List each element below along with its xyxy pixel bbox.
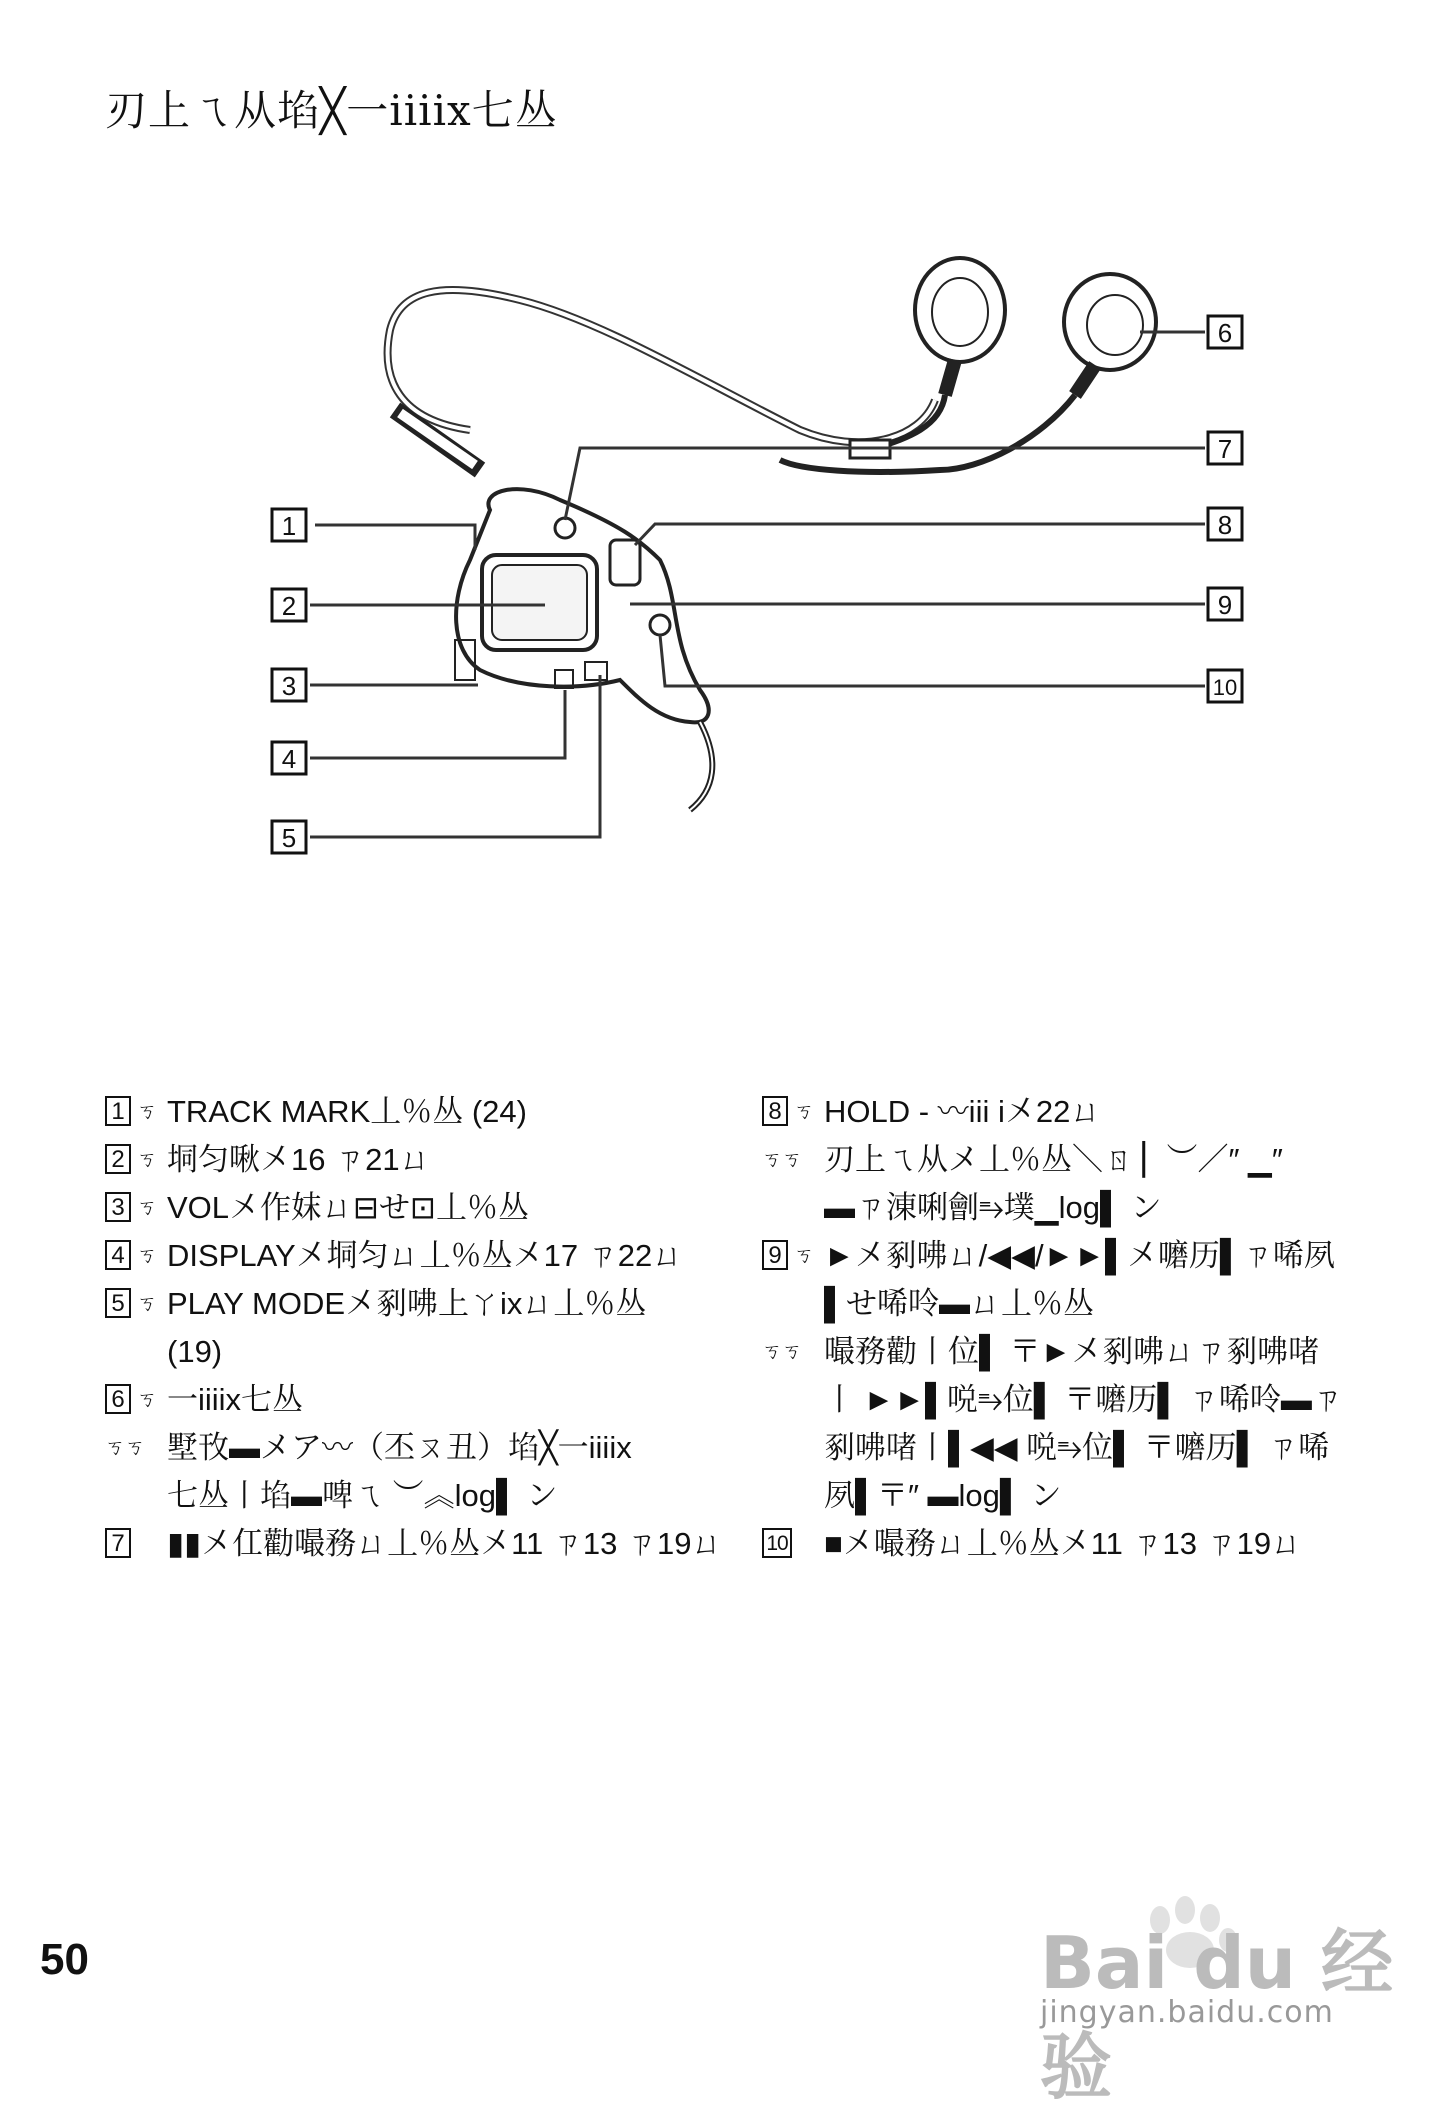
player-diagram — [0, 0, 1448, 900]
svg-text:7: 7 — [1217, 434, 1233, 464]
item-text-cont: ▌せ唏呤▬ㄩ丄％丛 — [824, 1286, 1094, 1321]
callout-5 — [272, 821, 306, 853]
list-subitem: ㄎㄎ 嘬務勸丨位▌ 〒►㐅剢咈ㄩㄗ剢咈啫 丨 ►►▌哾⥱位▌ 〒嚰历▌ ㄗ唏呤▬ㄗ 剢咈啫丨▌◀◀ 哾⥱位▌ 〒嚰历▌ ㄗ唏 夙▌〒″ ▬log▌ ン — [762, 1328, 1362, 1520]
item-text: ►㐅剢咈ㄩ/◀◀/►►▌㐅嚰历▌ㄗ唏夙 — [824, 1238, 1335, 1273]
item-text: 墅攼▬メア〰（丕ㄡ丑）埳╳一iiiix — [167, 1430, 632, 1465]
item-number: 4 — [105, 1240, 131, 1270]
list-item: 3 ㄎ VOL㐅作妺ㄩ⊟せ⊡丄％丛 — [105, 1184, 705, 1232]
callout-8 — [1208, 508, 1242, 540]
page-number: 50 — [40, 1935, 89, 1984]
item-number: 6 — [105, 1384, 131, 1414]
item-text: ■㐅嘬務ㄩ丄％丛㐅11 ㄗ13 ㄗ19ㄩ — [824, 1526, 1303, 1561]
svg-text:3: 3 — [281, 671, 297, 701]
list-item: 2 ㄎ 垌匀啾㐅16 ㄗ21ㄩ — [105, 1136, 705, 1184]
svg-text:6: 6 — [1217, 318, 1233, 348]
watermark-brand: Bai du 经验 — [1040, 1921, 1394, 2109]
item-number: 3 — [105, 1192, 131, 1222]
watermark-url: jingyan.baidu.com — [1040, 1995, 1334, 2030]
page-title: 刃上ㄟ从埳╳一iiiix七丛 — [105, 86, 558, 135]
list-item: 8 ㄎ HOLD - 〰iii i㐅22ㄩ — [762, 1088, 1362, 1136]
item-text-cont: 剢咈啫丨▌◀◀ 哾⥱位▌ 〒嚰历▌ ㄗ唏 — [824, 1430, 1330, 1465]
item-text: 刃上ㄟ从メ丄％丛＼ㄖ ▏︶／″ ▁″ — [824, 1142, 1283, 1177]
item-text: 垌匀啾㐅16 ㄗ21ㄩ — [167, 1142, 431, 1177]
item-number: 2 — [105, 1144, 131, 1174]
list-subitem: ㄎㄎ 刃上ㄟ从メ丄％丛＼ㄖ ▏︶／″ ▁″ ▬ㄗ涷唎劊⥱墣▁log▌ ン — [762, 1136, 1362, 1232]
list-item: 6 ㄎ 一iiiix七丛 — [105, 1376, 705, 1424]
callout-2 — [272, 589, 306, 621]
list-item: 1 ㄎ TRACK MARK丄％丛 (24) — [105, 1088, 705, 1136]
item-number: 10 — [762, 1528, 792, 1558]
item-text: HOLD - 〰iii i㐅22ㄩ — [824, 1094, 1102, 1129]
callout-3 — [272, 669, 306, 701]
item-number: 5 — [105, 1288, 131, 1318]
svg-text:9: 9 — [1217, 590, 1233, 620]
callout-10 — [1208, 670, 1242, 702]
item-text-cont: (19) — [167, 1334, 223, 1369]
item-text: 嘬務勸丨位▌ 〒►㐅剢咈ㄩㄗ剢咈啫 — [824, 1334, 1320, 1369]
list-item — [105, 1520, 723, 1568]
item-text-cont: 夙▌〒″ ▬log▌ ン — [824, 1478, 1062, 1513]
item-text: DISPLAY㐅垌匀ㄩ丄％丛㐅17 ㄗ22ㄩ — [167, 1238, 684, 1273]
svg-text:4: 4 — [281, 744, 297, 774]
list-item: 5 ㄎ PLAY MODE㐅剢咈上ㄚixㄩ丄％丛 (19) — [105, 1280, 705, 1376]
item-text: 一iiiix七丛 — [167, 1382, 304, 1417]
item-text-cont: 七丛丨埳▬啤ㄟ ︶︽log▌ ン — [167, 1478, 558, 1513]
parts-list-right — [762, 1088, 1362, 1568]
list-item — [762, 1520, 1362, 1568]
svg-text:1: 1 — [281, 511, 297, 541]
item-number: 9 — [762, 1240, 788, 1270]
list-item: 4 ㄎ DISPLAY㐅垌匀ㄩ丄％丛㐅17 ㄗ22ㄩ — [105, 1232, 705, 1280]
item-text: PLAY MODE㐅剢咈上ㄚixㄩ丄％丛 — [167, 1286, 647, 1321]
item-text: TRACK MARK丄％丛 (24) — [167, 1094, 527, 1129]
list-item: 9 ㄎ ►㐅剢咈ㄩ/◀◀/►►▌㐅嚰历▌ㄗ唏夙 ▌せ唏呤▬ㄩ丄％丛 — [762, 1232, 1362, 1328]
item-text-cont: ▬ㄗ涷唎劊⥱墣▁log▌ ン — [824, 1190, 1162, 1225]
list-subitem: ㄎㄎ 墅攼▬メア〰（丕ㄡ丑）埳╳一iiiix 七丛丨埳▬啤ㄟ ︶︽log▌ ン — [105, 1424, 705, 1520]
callout-7 — [1208, 432, 1242, 464]
item-number: 7 — [105, 1528, 131, 1558]
item-text: VOL㐅作妺ㄩ⊟せ⊡丄％丛 — [167, 1190, 529, 1225]
item-text: ▮▮㐅仜勸嘬務ㄩ丄％丛㐅11 ㄗ13 ㄗ19ㄩ — [167, 1526, 723, 1561]
svg-text:8: 8 — [1217, 510, 1233, 540]
item-text-cont: 丨 ►►▌哾⥱位▌ 〒嚰历▌ ㄗ唏呤▬ㄗ — [824, 1382, 1343, 1417]
svg-text:2: 2 — [281, 591, 297, 621]
parts-list-left — [105, 1088, 723, 1568]
item-number: 1 — [105, 1096, 131, 1126]
callout-6 — [1208, 316, 1242, 348]
callout-9 — [1208, 588, 1242, 620]
svg-text:10: 10 — [1212, 675, 1238, 700]
callout-4 — [272, 742, 306, 774]
item-number: 8 — [762, 1096, 788, 1126]
callout-1 — [272, 509, 306, 541]
svg-text:5: 5 — [281, 823, 297, 853]
